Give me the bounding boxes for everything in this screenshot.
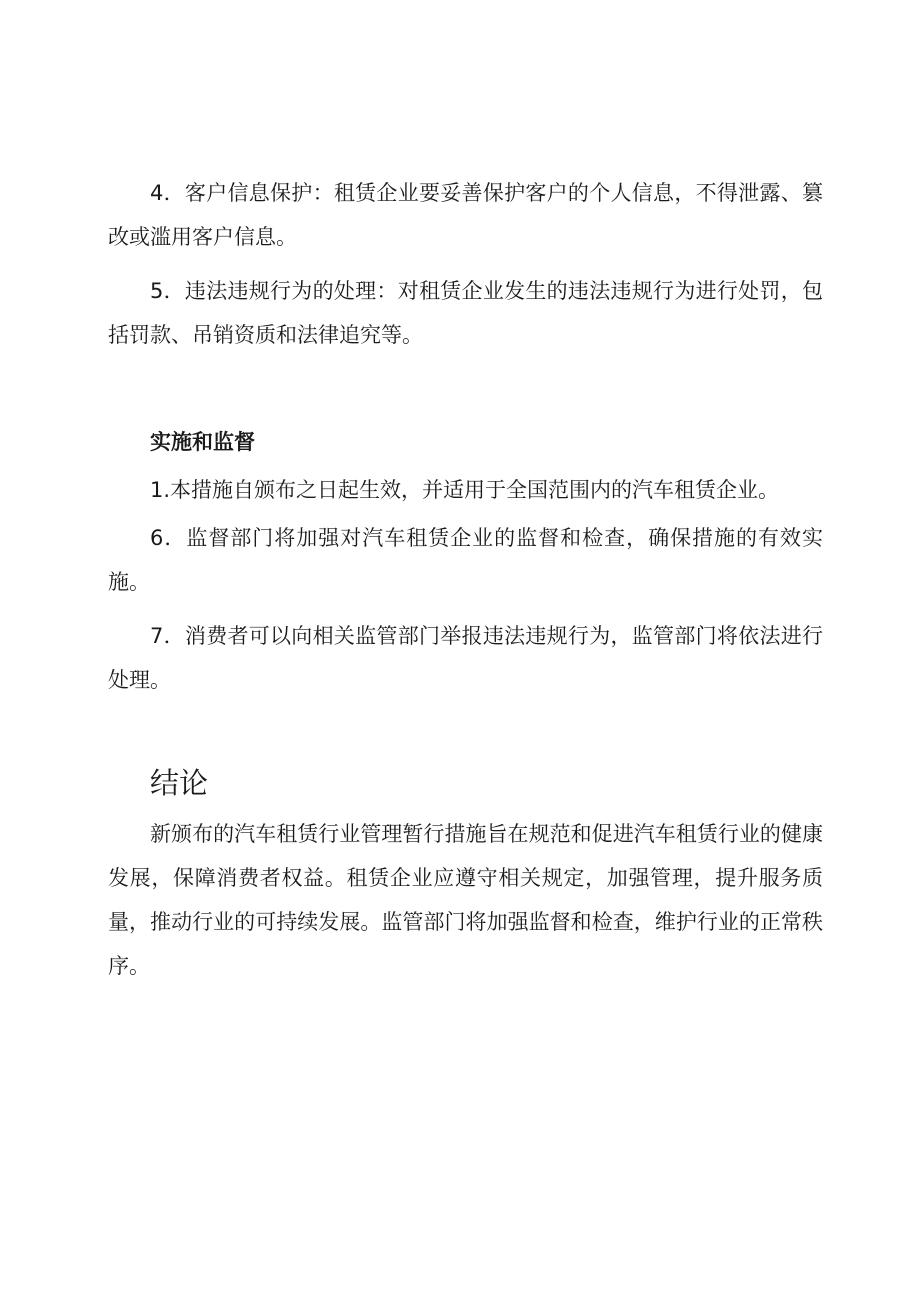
implementation-item-7: 7．消费者可以向相关监管部门举报违法违规行为，监管部门将依法进行处理。: [108, 624, 823, 692]
implementation-item-1: 1.本措施自颁布之日起生效，并适用于全国范围内的汽车租赁企业。: [150, 478, 780, 502]
rule-item-5: 5．违法违规行为的处理：对租赁企业发生的违法违规行为进行处罚，包括罚款、吊销资质和法律追究等。: [108, 279, 823, 347]
implementation-heading: 实施和监督: [150, 430, 255, 454]
implementation-item-6: 6．监督部门将加强对汽车租赁企业的监督和检查，确保措施的有效实施。: [108, 526, 823, 594]
conclusion-body: 新颁布的汽车租赁行业管理暂行措施旨在规范和促进汽车租赁行业的健康发展，保障消费者权益。租赁企业应遵守相关规定，加强管理，提升服务质量，推动行业的可持续发展。监管部门将加强监督和检查，维护行业的正常秩序。: [108, 822, 823, 978]
conclusion-heading: 结论: [150, 766, 209, 800]
rule-item-4: 4．客户信息保护：租赁企业要妥善保护客户的个人信息，不得泄露、篡改或滥用客户信息。: [108, 181, 823, 249]
